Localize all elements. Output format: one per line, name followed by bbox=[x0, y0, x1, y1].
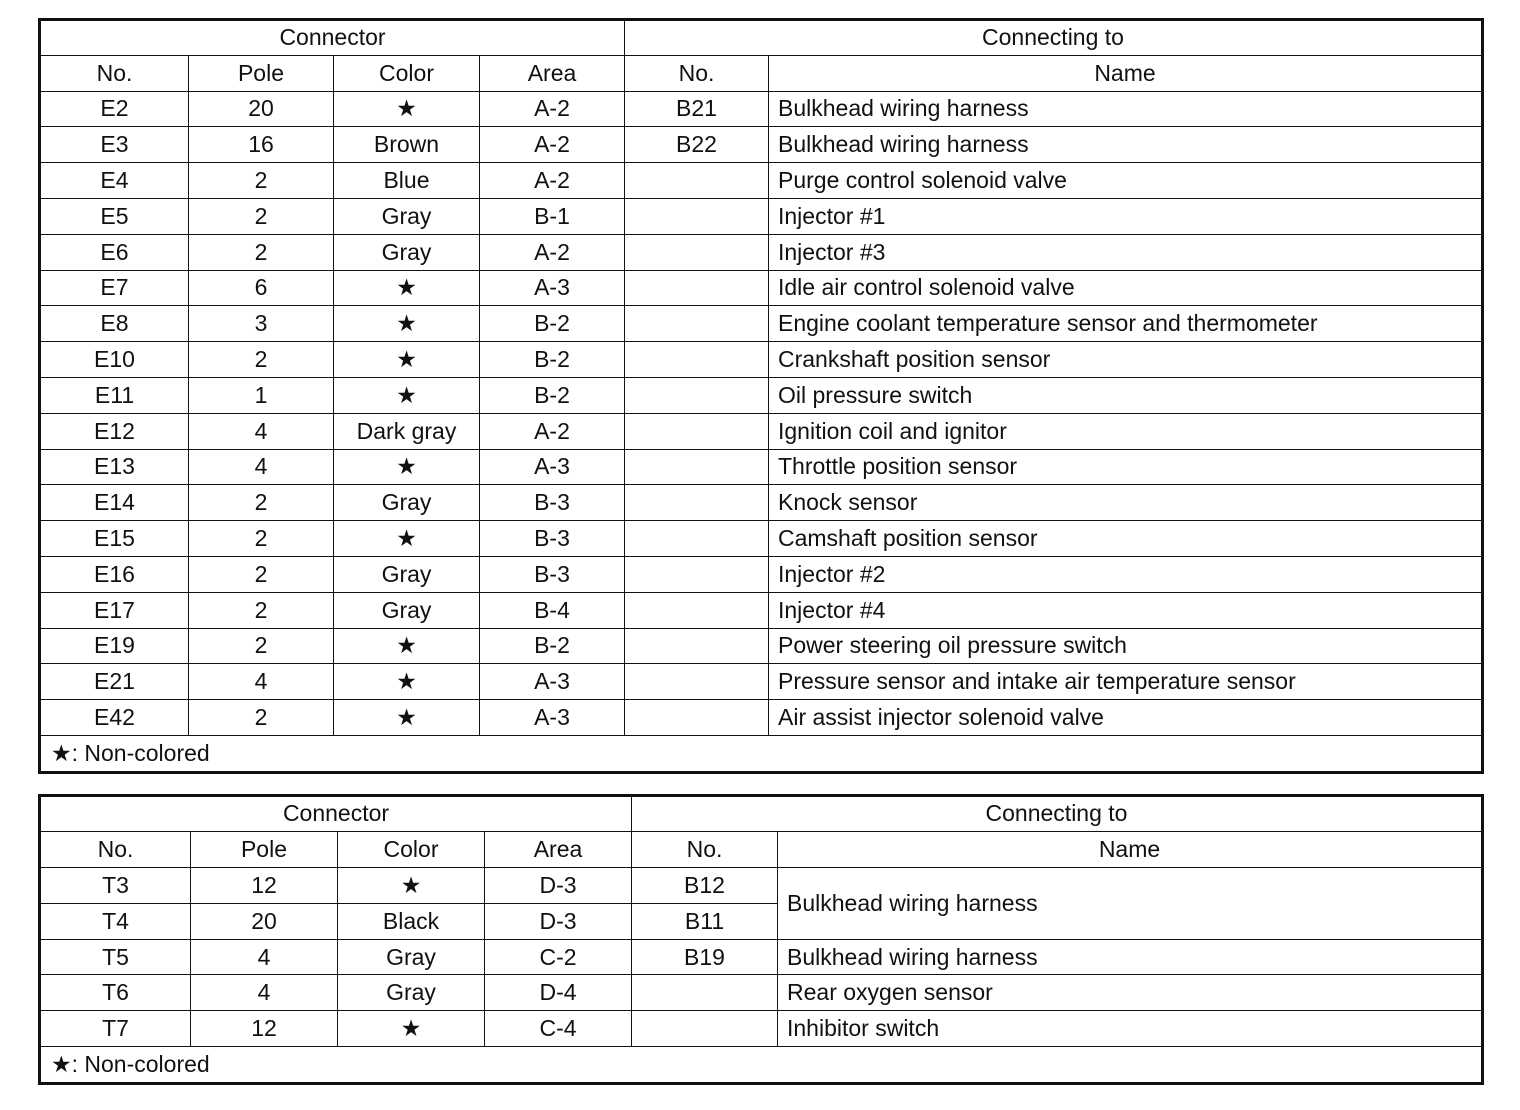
cell-to-no bbox=[625, 700, 769, 736]
connector-group-header: Connector bbox=[40, 20, 625, 56]
cell-area: D-3 bbox=[485, 867, 632, 903]
table-row bbox=[40, 198, 1483, 234]
cell-color: ★ bbox=[338, 1011, 485, 1047]
cell-color: Gray bbox=[334, 485, 480, 521]
cell-area: A-2 bbox=[480, 163, 625, 199]
column-header-pole: Pole bbox=[191, 831, 338, 867]
cell-no: T4 bbox=[40, 903, 191, 939]
cell-name: Knock sensor bbox=[769, 485, 1483, 521]
column-header-area: Area bbox=[485, 831, 632, 867]
cell-color: ★ bbox=[338, 867, 485, 903]
column-header-no: No. bbox=[40, 55, 189, 91]
table-row bbox=[40, 700, 1483, 736]
cell-name: Crankshaft position sensor bbox=[769, 342, 1483, 378]
cell-color: ★ bbox=[334, 377, 480, 413]
table-row bbox=[40, 628, 1483, 664]
table-row bbox=[40, 91, 1483, 127]
note-row bbox=[40, 735, 1483, 772]
cell-area: B-2 bbox=[480, 306, 625, 342]
cell-to-no bbox=[625, 664, 769, 700]
cell-to-no: B12 bbox=[632, 867, 778, 903]
cell-name: Air assist injector solenoid valve bbox=[769, 700, 1483, 736]
cell-color: Brown bbox=[334, 127, 480, 163]
cell-name: Engine coolant temperature sensor and thermometer bbox=[769, 306, 1483, 342]
column-header-no: No. bbox=[40, 831, 191, 867]
cell-name: Power steering oil pressure switch bbox=[769, 628, 1483, 664]
cell-area: C-2 bbox=[485, 939, 632, 975]
table-row bbox=[40, 306, 1483, 342]
table-row bbox=[40, 939, 1483, 975]
cell-to-no bbox=[625, 377, 769, 413]
table-row bbox=[40, 1011, 1483, 1047]
cell-pole: 3 bbox=[189, 306, 334, 342]
cell-to-no bbox=[625, 198, 769, 234]
cell-pole: 4 bbox=[191, 939, 338, 975]
cell-name: Injector #1 bbox=[769, 198, 1483, 234]
table-row bbox=[40, 413, 1483, 449]
cell-to-no bbox=[625, 306, 769, 342]
cell-area: A-2 bbox=[480, 413, 625, 449]
cell-name: Inhibitor switch bbox=[778, 1011, 1483, 1047]
table-row bbox=[40, 485, 1483, 521]
cell-area: A-2 bbox=[480, 234, 625, 270]
cell-pole: 16 bbox=[189, 127, 334, 163]
cell-name: Throttle position sensor bbox=[769, 449, 1483, 485]
cell-color: ★ bbox=[334, 521, 480, 557]
table-row bbox=[40, 377, 1483, 413]
cell-no: E10 bbox=[40, 342, 189, 378]
cell-no: T7 bbox=[40, 1011, 191, 1047]
cell-name: Oil pressure switch bbox=[769, 377, 1483, 413]
non-colored-note: ★: Non-colored bbox=[40, 735, 1483, 772]
column-header-name: Name bbox=[769, 55, 1483, 91]
cell-pole: 2 bbox=[189, 628, 334, 664]
cell-to-no bbox=[625, 234, 769, 270]
cell-no: E15 bbox=[40, 521, 189, 557]
cell-color: Dark gray bbox=[334, 413, 480, 449]
cell-to-no: B11 bbox=[632, 903, 778, 939]
connector-table-e bbox=[38, 18, 1484, 774]
table-row bbox=[40, 521, 1483, 557]
column-header-area: Area bbox=[480, 55, 625, 91]
cell-pole: 4 bbox=[191, 975, 338, 1011]
table-row bbox=[40, 449, 1483, 485]
cell-no: E7 bbox=[40, 270, 189, 306]
cell-color: ★ bbox=[334, 342, 480, 378]
cell-no: E8 bbox=[40, 306, 189, 342]
cell-area: A-2 bbox=[480, 91, 625, 127]
non-colored-note: ★: Non-colored bbox=[40, 1047, 1483, 1084]
column-header-to-no: No. bbox=[625, 55, 769, 91]
table-row bbox=[40, 975, 1483, 1011]
cell-pole: 4 bbox=[189, 664, 334, 700]
cell-area: B-1 bbox=[480, 198, 625, 234]
cell-name: Bulkhead wiring harness bbox=[778, 939, 1483, 975]
cell-color: Gray bbox=[338, 975, 485, 1011]
cell-name: Injector #3 bbox=[769, 234, 1483, 270]
cell-color: ★ bbox=[334, 449, 480, 485]
cell-area: D-3 bbox=[485, 903, 632, 939]
table-row bbox=[40, 592, 1483, 628]
cell-color: ★ bbox=[334, 664, 480, 700]
cell-no: E16 bbox=[40, 556, 189, 592]
cell-pole: 2 bbox=[189, 592, 334, 628]
cell-to-no bbox=[625, 413, 769, 449]
cell-no: E21 bbox=[40, 664, 189, 700]
connecting-to-group-header: Connecting to bbox=[625, 20, 1483, 56]
cell-color: Gray bbox=[334, 556, 480, 592]
cell-name: Idle air control solenoid valve bbox=[769, 270, 1483, 306]
cell-to-no: B21 bbox=[625, 91, 769, 127]
cell-to-no bbox=[625, 342, 769, 378]
group-header-row bbox=[40, 20, 1483, 56]
cell-name: Pressure sensor and intake air temperature sensor bbox=[769, 664, 1483, 700]
cell-pole: 2 bbox=[189, 700, 334, 736]
cell-color: ★ bbox=[334, 628, 480, 664]
table-row bbox=[40, 270, 1483, 306]
cell-to-no bbox=[625, 449, 769, 485]
cell-no: E6 bbox=[40, 234, 189, 270]
cell-color: Gray bbox=[334, 234, 480, 270]
column-header-color: Color bbox=[334, 55, 480, 91]
cell-pole: 4 bbox=[189, 449, 334, 485]
cell-color: ★ bbox=[334, 700, 480, 736]
cell-color: ★ bbox=[334, 91, 480, 127]
cell-area: A-3 bbox=[480, 664, 625, 700]
cell-to-no bbox=[625, 485, 769, 521]
cell-pole: 20 bbox=[189, 91, 334, 127]
cell-area: B-2 bbox=[480, 628, 625, 664]
cell-area: B-3 bbox=[480, 556, 625, 592]
cell-no: E19 bbox=[40, 628, 189, 664]
cell-no: E5 bbox=[40, 198, 189, 234]
cell-to-no bbox=[625, 592, 769, 628]
cell-name: Injector #2 bbox=[769, 556, 1483, 592]
cell-name: Ignition coil and ignitor bbox=[769, 413, 1483, 449]
cell-name: Bulkhead wiring harness bbox=[769, 127, 1483, 163]
cell-to-no bbox=[632, 1011, 778, 1047]
column-header-row bbox=[40, 831, 1483, 867]
cell-pole: 12 bbox=[191, 1011, 338, 1047]
cell-area: A-3 bbox=[480, 700, 625, 736]
cell-area: B-3 bbox=[480, 521, 625, 557]
cell-no: E3 bbox=[40, 127, 189, 163]
cell-area: D-4 bbox=[485, 975, 632, 1011]
cell-pole: 2 bbox=[189, 485, 334, 521]
cell-pole: 2 bbox=[189, 198, 334, 234]
table-row bbox=[40, 163, 1483, 199]
table-row bbox=[40, 556, 1483, 592]
cell-no: T5 bbox=[40, 939, 191, 975]
cell-color: Blue bbox=[334, 163, 480, 199]
cell-area: B-2 bbox=[480, 377, 625, 413]
cell-name: Bulkhead wiring harness bbox=[778, 867, 1483, 939]
cell-area: A-2 bbox=[480, 127, 625, 163]
note-row bbox=[40, 1047, 1483, 1084]
column-header-color: Color bbox=[338, 831, 485, 867]
cell-pole: 2 bbox=[189, 234, 334, 270]
cell-area: C-4 bbox=[485, 1011, 632, 1047]
cell-name: Injector #4 bbox=[769, 592, 1483, 628]
cell-area: B-2 bbox=[480, 342, 625, 378]
column-header-name: Name bbox=[778, 831, 1483, 867]
cell-no: E12 bbox=[40, 413, 189, 449]
table-row bbox=[40, 127, 1483, 163]
cell-color: Black bbox=[338, 903, 485, 939]
cell-no: E17 bbox=[40, 592, 189, 628]
cell-to-no bbox=[625, 163, 769, 199]
connector-table-t bbox=[38, 794, 1484, 1085]
cell-no: E4 bbox=[40, 163, 189, 199]
connecting-to-group-header: Connecting to bbox=[632, 796, 1483, 832]
cell-to-no bbox=[625, 270, 769, 306]
cell-no: E13 bbox=[40, 449, 189, 485]
cell-pole: 20 bbox=[191, 903, 338, 939]
table-e-body bbox=[40, 91, 1483, 735]
cell-to-no bbox=[625, 521, 769, 557]
cell-name: Bulkhead wiring harness bbox=[769, 91, 1483, 127]
cell-no: E42 bbox=[40, 700, 189, 736]
cell-no: T3 bbox=[40, 867, 191, 903]
cell-to-no bbox=[625, 556, 769, 592]
cell-pole: 2 bbox=[189, 521, 334, 557]
cell-pole: 2 bbox=[189, 556, 334, 592]
table-row bbox=[40, 234, 1483, 270]
cell-name: Rear oxygen sensor bbox=[778, 975, 1483, 1011]
cell-pole: 6 bbox=[189, 270, 334, 306]
table-row bbox=[40, 664, 1483, 700]
table-row bbox=[40, 867, 1483, 903]
group-header-row bbox=[40, 796, 1483, 832]
cell-to-no bbox=[625, 628, 769, 664]
cell-pole: 4 bbox=[189, 413, 334, 449]
cell-pole: 1 bbox=[189, 377, 334, 413]
table-row bbox=[40, 342, 1483, 378]
cell-to-no bbox=[632, 975, 778, 1011]
cell-pole: 12 bbox=[191, 867, 338, 903]
cell-color: ★ bbox=[334, 306, 480, 342]
cell-area: A-3 bbox=[480, 449, 625, 485]
cell-color: ★ bbox=[334, 270, 480, 306]
cell-no: T6 bbox=[40, 975, 191, 1011]
cell-area: A-3 bbox=[480, 270, 625, 306]
column-header-row bbox=[40, 55, 1483, 91]
cell-area: B-3 bbox=[480, 485, 625, 521]
cell-color: Gray bbox=[334, 198, 480, 234]
cell-to-no: B22 bbox=[625, 127, 769, 163]
cell-area: B-4 bbox=[480, 592, 625, 628]
cell-no: E2 bbox=[40, 91, 189, 127]
cell-no: E11 bbox=[40, 377, 189, 413]
cell-pole: 2 bbox=[189, 163, 334, 199]
cell-color: Gray bbox=[334, 592, 480, 628]
cell-name: Camshaft position sensor bbox=[769, 521, 1483, 557]
column-header-pole: Pole bbox=[189, 55, 334, 91]
cell-to-no: B19 bbox=[632, 939, 778, 975]
cell-name: Purge control solenoid valve bbox=[769, 163, 1483, 199]
column-header-to-no: No. bbox=[632, 831, 778, 867]
cell-pole: 2 bbox=[189, 342, 334, 378]
cell-no: E14 bbox=[40, 485, 189, 521]
cell-color: Gray bbox=[338, 939, 485, 975]
connector-group-header: Connector bbox=[40, 796, 632, 832]
